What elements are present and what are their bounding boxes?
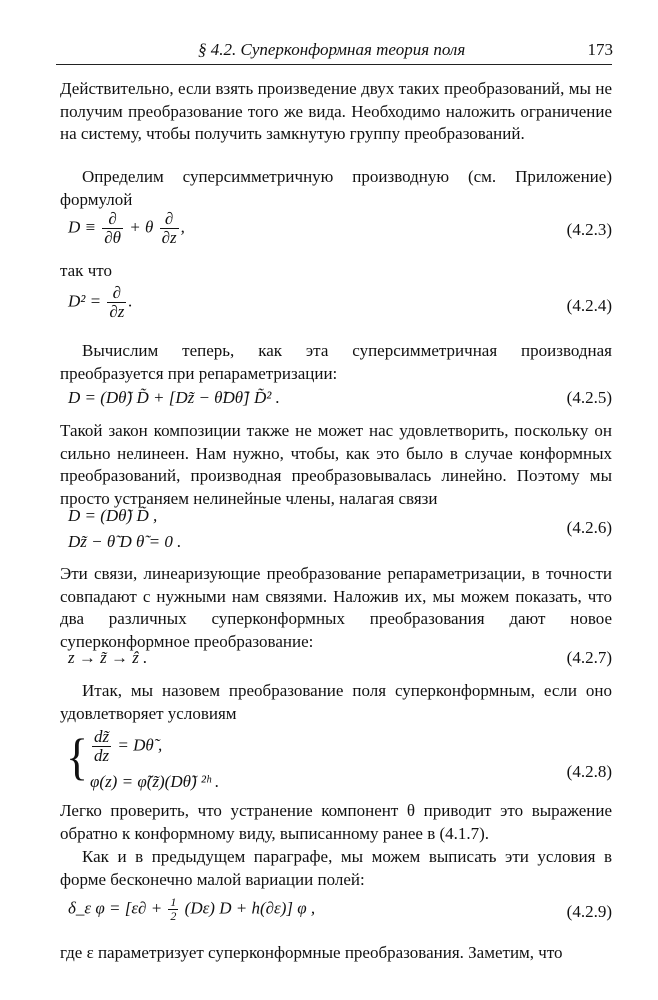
equation-4-2-5	[60, 388, 612, 412]
denominator: ∂z	[109, 302, 125, 321]
header-rule	[56, 64, 612, 65]
paragraph-7: Итак, мы назовем преобразование поля суперконформным, если оно удовлетворяет условиям	[60, 681, 612, 723]
fraction	[92, 728, 111, 765]
eq-line-2: Dz̃ − θ̃ D θ̃ = 0 .	[68, 532, 182, 551]
eq-tail: ,	[180, 217, 185, 237]
paragraph-9: Как и в предыдущем параграфе, мы можем выписать эти условия в форме бесконечно малой вариации полей:	[60, 847, 612, 889]
equation-4-2-9	[60, 896, 612, 936]
paragraph-8: Легко проверить, что устранение компонент θ приводит это выражение обратно к конформному виду, выписанному ранее в (4.1.7).	[60, 801, 612, 843]
numerator: ∂	[107, 284, 126, 303]
eq-body: D = (Dθ̃) D̃ + [Dz̃ − θ̃Dθ̃] D̃² .	[68, 388, 280, 407]
equation-number: (4.2.7)	[566, 648, 612, 667]
equation-number: (4.2.4)	[566, 296, 612, 315]
section-title: § 4.2. Суперконформная теория поля	[198, 40, 466, 59]
eq-lhs: D ≡	[68, 217, 96, 237]
paragraph-3: так что	[60, 261, 112, 280]
fraction-half	[168, 896, 178, 923]
eq-rhs: = Dθ̃ ,	[117, 735, 163, 755]
equation-4-2-6	[60, 506, 612, 556]
eq-lhs: δ_ε φ = [ε∂ +	[68, 898, 163, 918]
numerator: 1	[170, 895, 177, 909]
fraction	[102, 210, 123, 247]
paragraph-1: Действительно, если взять произведение двух таких преобразований, мы не получим преобразование того же вида. Необходимо наложить ограничение на систему, чтобы получить замкнутую группу преобразований.	[60, 79, 612, 143]
paragraph-4: Вычислим теперь, как эта суперсимметричная производная преобразуется при репараметризации:	[60, 341, 612, 383]
numerator: dz̃	[94, 727, 110, 746]
equation-4-2-8	[60, 728, 612, 794]
equation-4-2-4	[60, 284, 612, 328]
fraction	[160, 210, 179, 247]
paragraph-5: Такой закон композиции также не может нас удовлетворить, поскольку он сильно нелинеен. Нам нужно, чтобы, как это было в случае конформных преобразований, производная преобразовывалась линейно. Поэтому мы просто устраняем нелинейные члены, налагая связи	[60, 421, 612, 508]
denominator: 2	[170, 909, 177, 923]
equation-number: (4.2.8)	[566, 762, 612, 781]
denominator: ∂z	[161, 228, 177, 247]
eq-middle: + θ	[129, 217, 154, 237]
eq-body: z → z̃ → ẑ .	[68, 648, 148, 667]
numerator: ∂	[160, 210, 179, 229]
eq-lhs: D² =	[68, 291, 102, 311]
equation-number: (4.2.5)	[566, 388, 612, 407]
paragraph-6: Эти связи, линеаризующие преобразование репараметризации, в точности совпадают с нужными нам связями. Наложив их, мы можем показать, что два различных суперконформных преобразования дают новое суперконформное преобразование:	[60, 564, 612, 651]
paragraph-10: где ε параметризует суперконформные преобразования. Заметим, что	[60, 943, 563, 962]
left-brace: {	[66, 728, 89, 785]
equation-number: (4.2.9)	[566, 902, 612, 921]
paragraph-2: Определим суперсимметричную производную (см. Приложение) формулой	[60, 167, 612, 209]
eq-tail: .	[128, 291, 133, 311]
eq-line-2: φ(z) = φ̃(z̃)(Dθ̃) ²ʰ .	[90, 772, 220, 791]
eq-rest: (Dε) D + h(∂ε)] φ ,	[184, 898, 316, 918]
fraction	[107, 284, 126, 321]
numerator: ∂	[102, 210, 123, 229]
equation-number: (4.2.3)	[566, 220, 612, 239]
running-header	[60, 38, 613, 62]
equation-4-2-3	[60, 210, 612, 254]
equation-4-2-7	[60, 648, 612, 672]
denominator: dz	[94, 746, 110, 765]
page-number: 173	[587, 40, 613, 59]
equation-number: (4.2.6)	[566, 518, 612, 537]
eq-line-1: D = (Dθ̃) D̃ ,	[68, 506, 158, 525]
denominator: ∂θ	[104, 228, 122, 247]
